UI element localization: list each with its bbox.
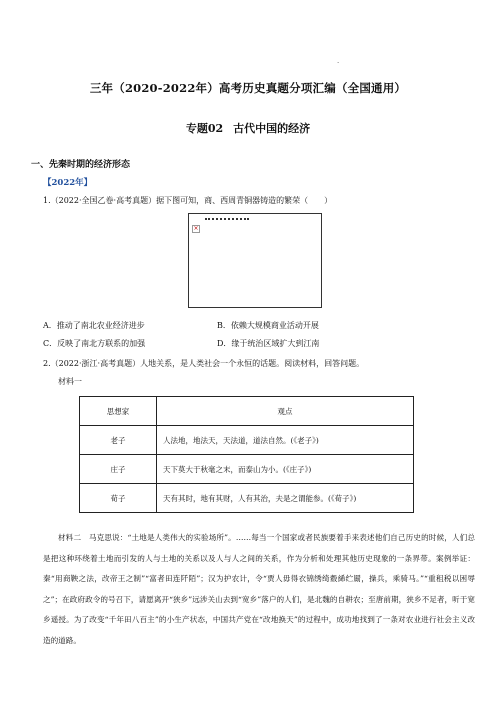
table-header-view: 观点: [157, 397, 414, 426]
table-cell-view: 天下莫大于秋毫之末，而泰山为小。(《庄子》): [157, 455, 414, 484]
image-caption-line: [205, 218, 249, 220]
thinkers-table: [79, 396, 414, 513]
table-cell-thinker: 荀子: [80, 484, 157, 513]
header-mark: .: [337, 56, 340, 65]
option-a: A．推动了南北农业经济进步: [43, 321, 145, 330]
table-cell-view: 天有其时，地有其财，人有其治，夫是之谓能参。(《荀子》): [157, 484, 414, 513]
question-2-stem: 2.（2022·浙江·高考真题）人地关系，是人类社会一个永恒的话题。阅读材料，回答问题。: [43, 359, 365, 368]
topic-label: 专题02: [185, 122, 224, 135]
option-c: C．反映了南北方联系的加强: [43, 339, 146, 348]
material-2-text: 材料二 马克思说：“土地是人类伟大的实验场所”。……每当一个国家或者民族要着手来表述他们自己历史的时候，人们总是把这种环绕着土地而引发的人与土地的关系以及人与人之间的关系，作为分析和处理其他历史现象的一条界带。案例举证：秦“用商鞅之法，改帝王之制”“富者田连阡陌”；汉为护农计，令“贾人毋得衣锦绣绮縠絺纻罽，操兵，乘骑马。”“重租税以困辱之”；在政府政令的号召下，请愿离开“狭乡”远涉关山去到“宽乡”落户的人们，是北魏的自耕农；至唐前期，狭乡不足者，听于宽乡遥授。为了改变“千年田八百主”的小生产状态，中国共产党在“改地换天”的过程中，成功地找到了一条对农业进行社会主义改造的道路。: [43, 533, 475, 645]
topic-name: 古代中国的经济: [233, 122, 311, 135]
table-header-row: [80, 397, 414, 426]
question-1-stem: 1.（2022·全国乙卷·高考真题）据下图可知，商、西周青铜器铸造的繁荣（ ）: [43, 196, 333, 205]
table-row: [80, 455, 414, 484]
table-cell-thinker: 老子: [80, 426, 157, 455]
section-heading: 一、先秦时期的经济形态: [31, 160, 131, 170]
material-1-label: 材料一: [58, 377, 82, 386]
table-row: [80, 426, 414, 455]
option-b: B．依赖大规模商业活动开展: [217, 321, 319, 330]
table-cell-view: 人法地，地法天，天法道，道法自然。(《老子》): [157, 426, 414, 455]
table-header-thinker: 思想家: [80, 397, 157, 426]
table-row: [80, 484, 414, 513]
option-d: D．缘于统治区域扩大到江南: [217, 339, 320, 348]
material-2-paragraph: [43, 528, 475, 651]
document-title: 三年（2020-2022年）高考历史真题分项汇编（全国通用）: [89, 81, 407, 95]
broken-image-icon: ×: [193, 225, 199, 232]
topic-title: [0, 120, 496, 136]
bronze-map-image-placeholder: [188, 213, 322, 308]
table-cell-thinker: 庄子: [80, 455, 157, 484]
year-tag: 【2022年】: [43, 178, 93, 188]
